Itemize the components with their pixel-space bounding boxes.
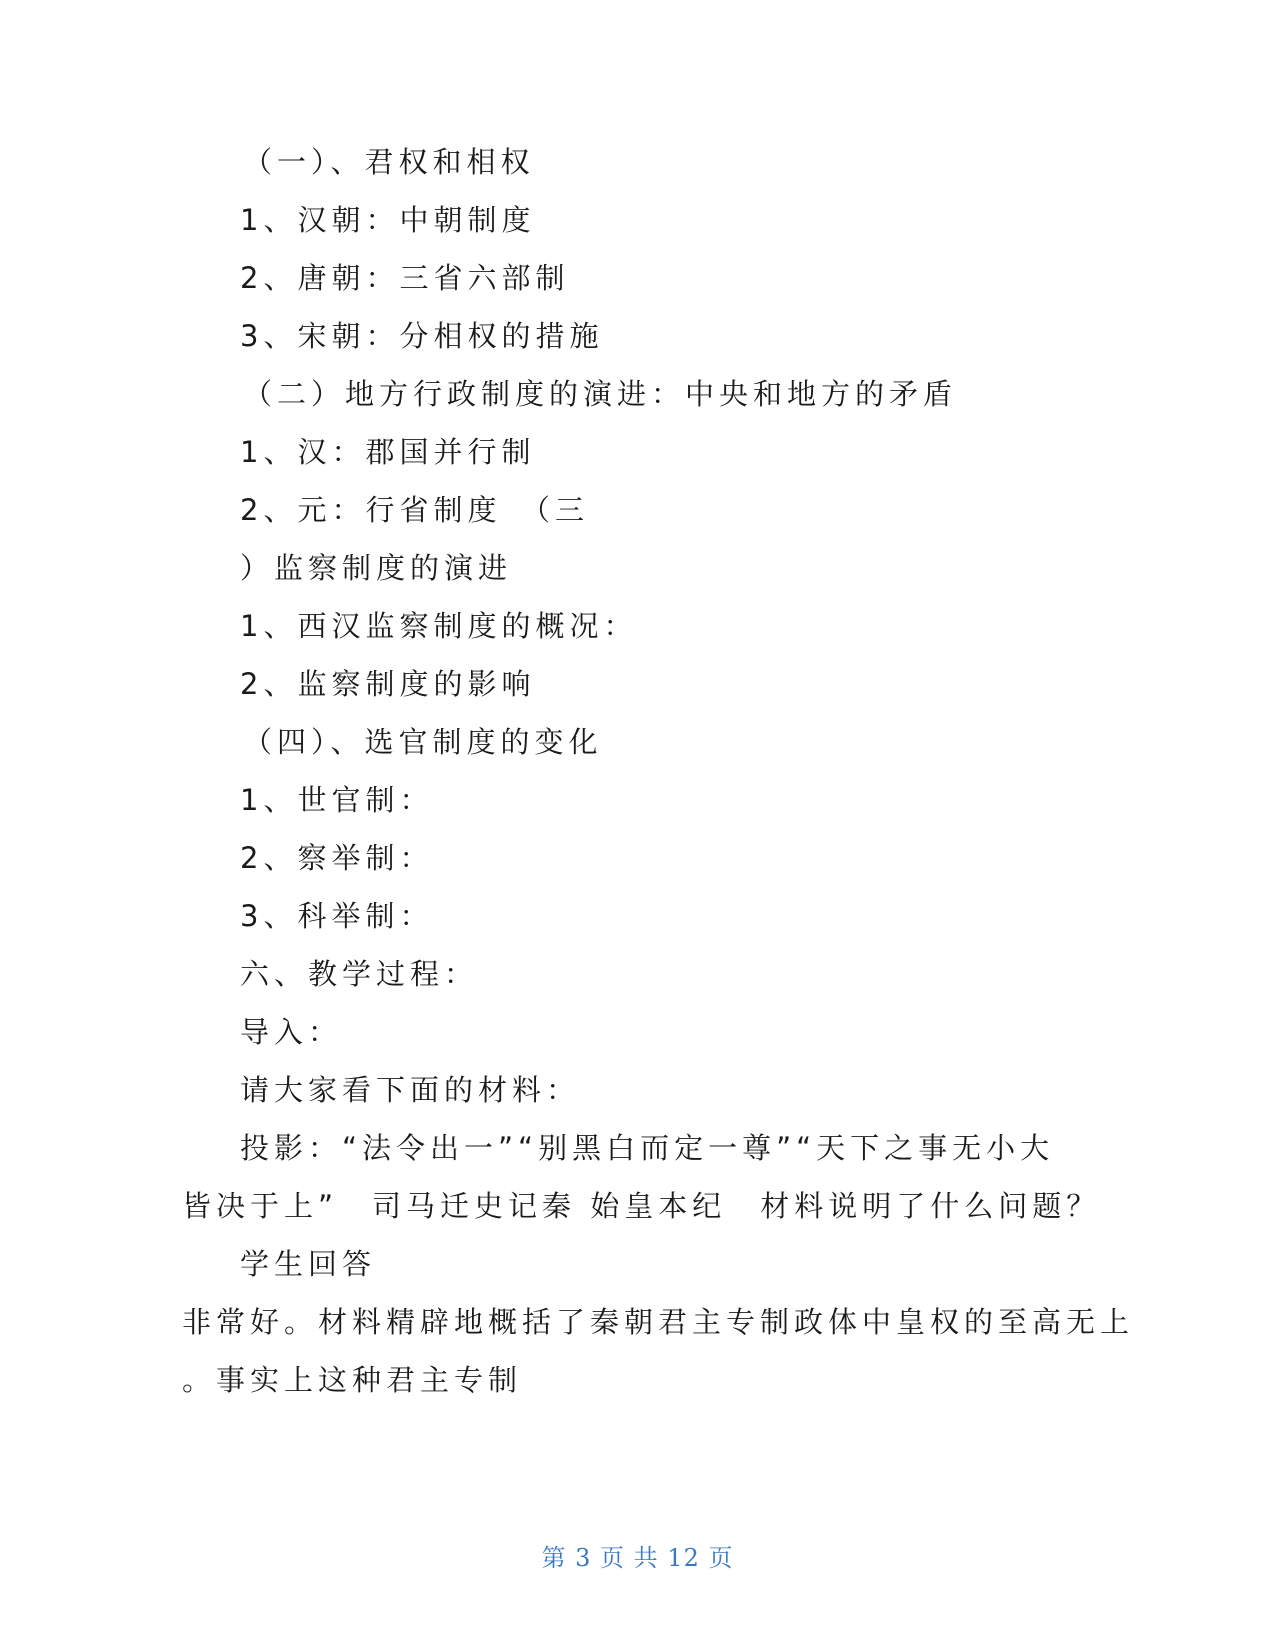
list-item: 1、汉：郡国并行制 bbox=[240, 435, 536, 469]
list-item: 3、科举制： bbox=[240, 899, 434, 933]
paragraph: 学生回答 bbox=[240, 1247, 377, 1281]
paragraph: 非常好。材料精辟地概括了秦朝君主专制政体中皇权的至高无上 bbox=[182, 1305, 1135, 1339]
page-number-footer: 第 3 页 共 12 页 bbox=[541, 1544, 734, 1572]
section-heading-3: ）监察制度的演进 bbox=[240, 551, 513, 585]
section-heading-2: （二）地方行政制度的演进：中央和地方的矛盾 bbox=[243, 377, 958, 411]
list-item: 3、宋朝：分相权的措施 bbox=[240, 319, 604, 353]
list-item: 1、世官制： bbox=[240, 783, 434, 817]
paragraph: 皆决于上” 司马迁史记秦 始皇本纪 材料说明了什么问题？ bbox=[182, 1189, 1101, 1223]
list-item: 2、元：行省制度 （三 bbox=[240, 493, 589, 527]
section-heading-6: 六、教学过程： bbox=[240, 957, 479, 991]
list-item: 1、西汉监察制度的概况： bbox=[240, 609, 638, 643]
list-item: 1、汉朝：中朝制度 bbox=[240, 203, 536, 237]
paragraph: 投影：“法令出一”“别黑白而定一尊”“天下之事无小大 bbox=[240, 1131, 1055, 1165]
list-item: 2、监察制度的影响 bbox=[240, 667, 536, 701]
list-item: 2、察举制： bbox=[240, 841, 434, 875]
section-heading-4: （四）、选官制度的变化 bbox=[243, 725, 603, 759]
paragraph: 导入： bbox=[240, 1015, 343, 1049]
section-heading-1: （一）、君权和相权 bbox=[243, 145, 535, 179]
paragraph: 。事实上这种君主专制 bbox=[182, 1363, 523, 1397]
paragraph: 请大家看下面的材料： bbox=[240, 1073, 581, 1107]
list-item: 2、唐朝：三省六部制 bbox=[240, 261, 570, 295]
